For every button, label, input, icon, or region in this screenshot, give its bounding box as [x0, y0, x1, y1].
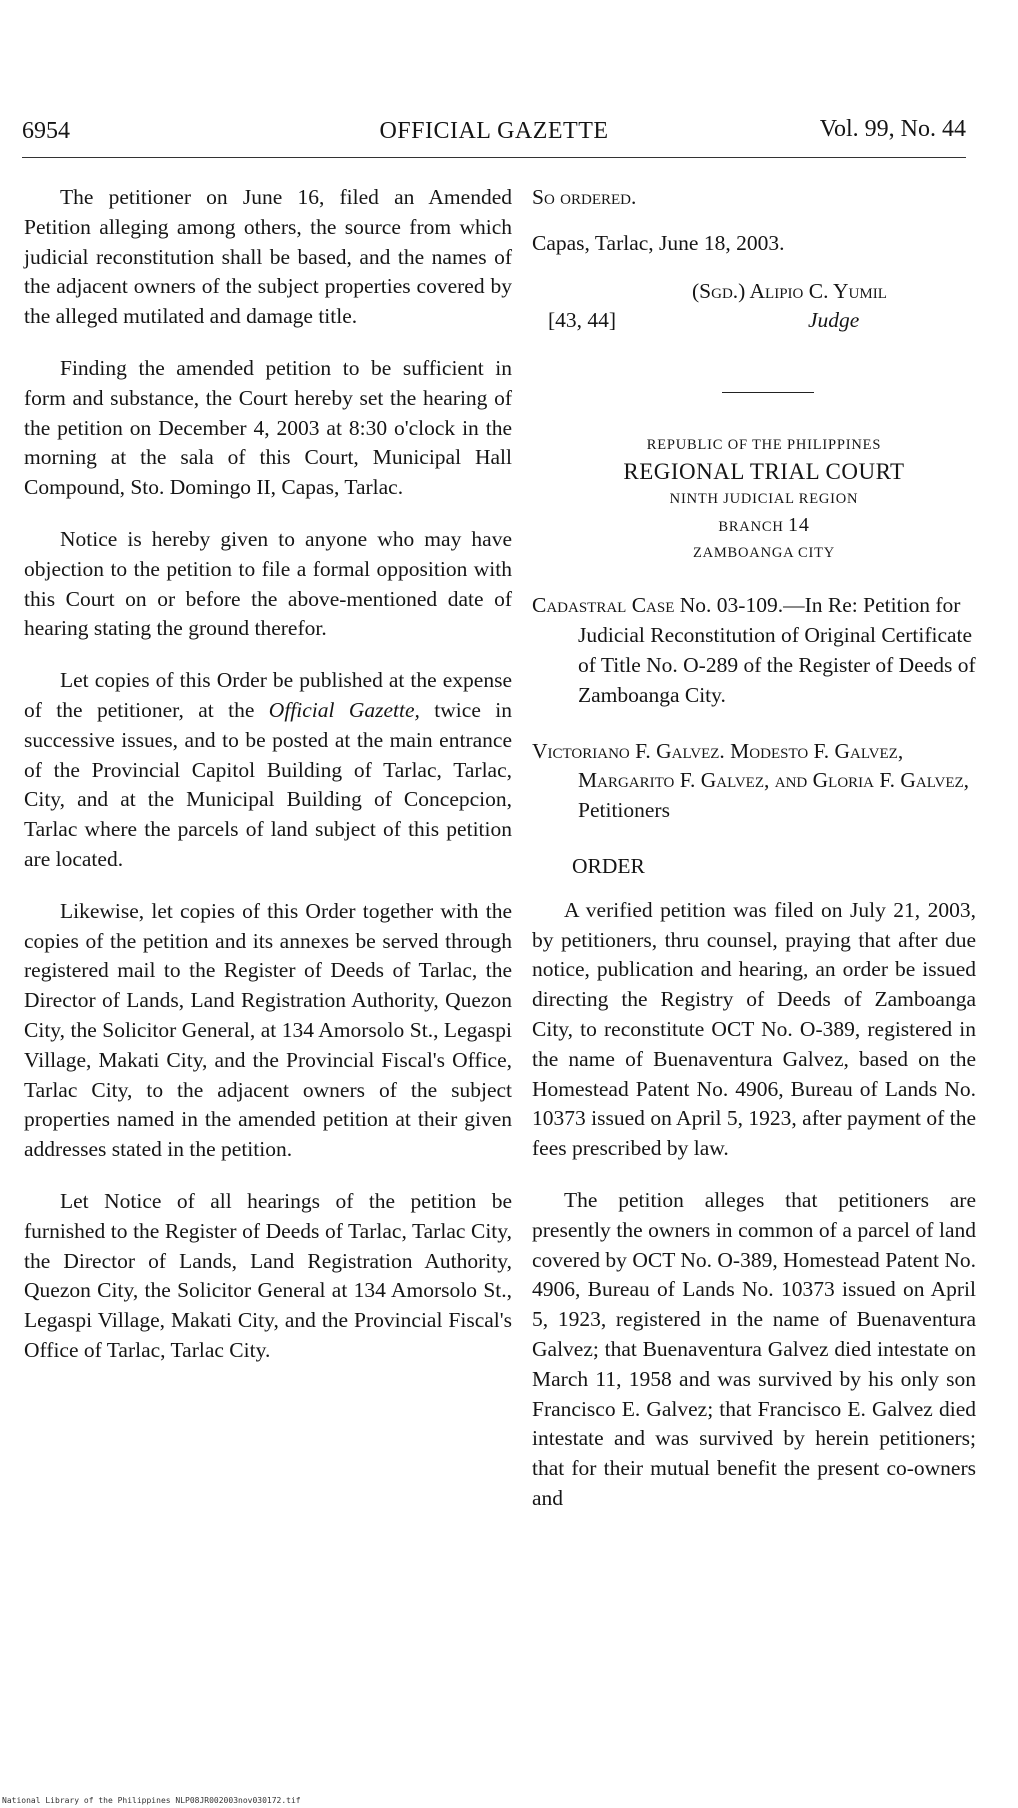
republic-label: REPUBLIC OF THE PHILIPPINES: [646, 437, 882, 454]
publication-text-b: twice in successive issues, and to be posted at the main entrance of the Provincial Capitol Building of Tarlac, Tarlac, City, and at the Municipal Building of Concepcion, Tarlac where the parcels of land subject of this petition are located.: [24, 697, 512, 871]
judge-title: Judge: [808, 308, 860, 333]
branch-number: 14: [788, 514, 810, 537]
official-gazette-italic: Official Gazette,: [268, 697, 420, 722]
so-ordered: So ordered.: [532, 185, 637, 209]
branch-line: [552, 511, 976, 541]
case-text: No. 03-109.—In Re: Petition for Judicial Reconstitution of Original Certificate of Title No. O-289 of the Register of Deeds of Zamboanga City.: [578, 593, 976, 707]
left-column: [24, 183, 512, 1388]
petitioner-names: Victoriano F. Galvez. Modesto F. Galvez, Margarito F. Galvez, and Gloria F. Galvez,: [532, 738, 970, 793]
publication-text-a: Let copies of this Order be published at the expense of the petitioner, at the: [24, 668, 512, 722]
scan-footer: National Library of the Philippines NLP08JR002003nov030172.tif: [2, 1796, 301, 1805]
page-header: [22, 118, 966, 158]
case-caption: [532, 591, 976, 710]
court-city: ZAMBOANGA CITY: [692, 545, 836, 562]
petitioners-caption: [532, 737, 976, 826]
paragraph-notice-hearings: Let Notice of all hearings of the petition be furnished to the Register of Deeds of Tarlac, Tarlac City, the Director of Lands, Land Registration Authority, Quezon City, the Solicitor General at 134 Amorsolo St., Legaspi Village, Makati City, and the Provincial Fiscal's Office of Tarlac, Tarlac City.: [24, 1188, 512, 1362]
paragraph-petition-alleges: The petition alleges that petitioners are presently the owners in common of a parcel of land covered by OCT No. O-389, Homestead Patent No. 4906, Bureau of Lands No. 10373 issued on April 5, 1923, registered in the name of Buenaventura Galvez; that Buenaventura Galvez died intestate on March 11, 1958 and was survived by his only son Francisco E. Galvez; that Francisco E. Galvez died intestate and was survived by herein petitioners; that for their mutual benefit the present co-owners and: [532, 1187, 976, 1510]
petitioners-role: Petitioners: [578, 798, 670, 823]
volume-number: Vol. 99, No. 44: [819, 116, 966, 142]
judicial-region: NINTH JUDICIAL REGION: [669, 491, 859, 508]
court-name: REGIONAL TRIAL COURT: [623, 459, 905, 485]
branch-label: BRANCH: [718, 519, 784, 536]
paragraph-verified-petition: A verified petition was filed on July 21, 2003, by petitioners, thru counsel, praying that after due notice, publication and hearing, an order be issued directing the Registry of Deeds of Zamboanga City, to reconstitute OCT No. O-389, registered in the name of Buenaventura Galvez, based on the Homestead Patent No. 4906, Bureau of Lands No. 10373 issued on April 5, 1923, after payment of the fees prescribed by law.: [532, 897, 976, 1161]
paragraph-service: Likewise, let copies of this Order together with the copies of the petition and its annexes be served through registered mail to the Register of Deeds of Tarlac, the Director of Lands, Land Registration Authority, Quezon City, the Solicitor General, at 134 Amorsolo St., Legaspi Village, Makati City, and the Provincial Fiscal's Office, Tarlac City, to the adjacent owners of the subject properties named in the amended petition at their given addresses stated in the petition.: [24, 898, 512, 1162]
section-divider: [722, 392, 814, 393]
publication-title: OFFICIAL GAZETTE: [379, 118, 609, 144]
paragraph-amended-petition: The petitioner on June 16, filed an Amended Petition alleging among others, the source from which judicial reconstitution shall be based, and the names of the adjacent owners of the subject properties covered by the alleged mutilated and damage title.: [24, 185, 512, 329]
paragraph-hearing-date: Finding the amended petition to be sufficient in form and substance, the Court hereby set the hearing of the petition on December 4, 2003 at 8:30 o'clock in the morning at the sala of this Court, Municipal Hall Compound, Sto. Domingo II, Capas, Tarlac.: [24, 355, 512, 500]
order-heading: ORDER: [572, 853, 645, 878]
header-rule: [22, 157, 966, 158]
judge-signature: (Sgd.) Alipio C. Yumil: [692, 278, 887, 303]
signature-block: [532, 277, 976, 337]
paragraph-publication: [24, 666, 512, 875]
paragraph-notice: Notice is hereby given to anyone who may have objection to the petition to file a formal opposition with this Court on or before the above-mentioned date of hearing stating the ground therefor.: [24, 526, 512, 641]
issue-reference: [43, 44]: [548, 308, 617, 333]
case-label: Cadastral Case: [532, 593, 675, 618]
page-number: 6954: [22, 118, 70, 144]
place-and-date: Capas, Tarlac, June 18, 2003.: [532, 230, 785, 255]
court-heading: [532, 433, 976, 565]
right-column: [532, 183, 976, 1536]
